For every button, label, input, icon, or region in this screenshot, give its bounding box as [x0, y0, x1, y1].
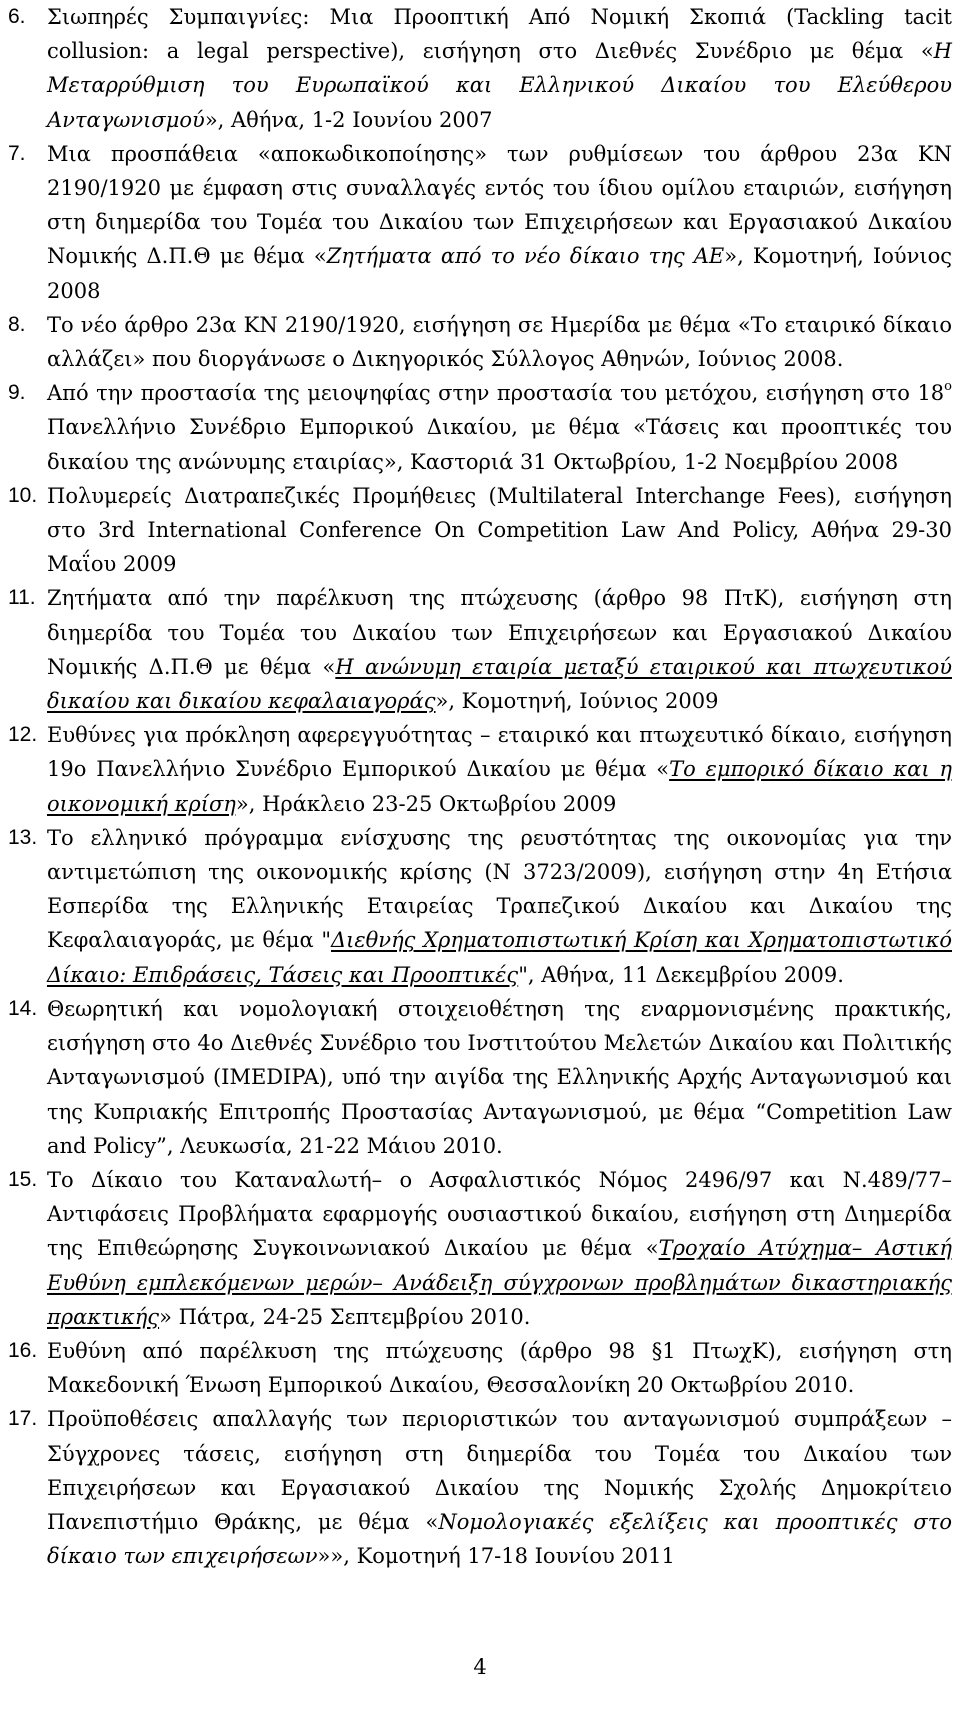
item-number: 6.: [8, 5, 26, 28]
item-number: 11.: [8, 586, 36, 610]
item-text: [47, 308, 952, 376]
item-number: 10.: [8, 483, 38, 507]
item-text: [47, 0, 952, 137]
emphasized-text: Η ανώνυμη εταιρία μεταξύ εταιρικού και πτωχευτικού δικαίου και δικαίου κεφαλαιαγοράς: [47, 654, 952, 714]
document-body: [8, 0, 952, 1573]
text-run: Πανελλήνιο Συνέδριο Εμπορικού Δικαίου, με θέμα «Τάσεις και προοπτικές του δικαίου της ανώνυμης εταιρίας», Καστοριά 31 Οκτωβρίου, 1-2 Νοεμβρίου 2008: [47, 415, 952, 474]
emphasized-text: Ζητήματα από το νέο δίκαιο της ΑΕ: [326, 244, 725, 269]
presentations-list: [8, 0, 952, 1573]
text-run: Προϋποθέσεις απαλλαγής των περιοριστικών του ανταγωνισμού συμπράξεων – Σύγχρονες τάσεις, εισήγηση στη διημερίδα του Τομέα του Δικαίου των Επιχειρήσεων και Εργασιακού Δικαίου της Νομικής Σχολής Δημοκρίτειο Πανεπιστήμιο Θράκης, με θέμα «: [47, 1407, 952, 1534]
item-text: [47, 376, 952, 479]
text-run: Πολυμερείς Διατραπεζικές Προμήθειες (Multilateral Interchange Fees), εισήγηση στο 3rd International Conference On Competition Law And Policy, Αθήνα 29-30 Μαΐου 2009: [47, 483, 952, 577]
item-number: 13.: [8, 825, 38, 849]
text-run: », Αθήνα, 1-2 Ιουνίου 2007: [204, 107, 493, 132]
text-run: Το ελληνικό πρόγραμμα ενίσχυσης της ρευστότητας της οικονομίας για την αντιμετώπιση της οικονομικής κρίσης (Ν 3723/2009), εισήγηση στην 4η Ετήσια Εσπερίδα της Ελληνικής Εταιρείας Τραπεζικού Δικαίου και Δικαίου της Κεφαλαιαγοράς, με θέμα ": [47, 825, 952, 953]
item-text: [47, 581, 952, 718]
text-run: » Πάτρα, 24-25 Σεπτεμβρίου 2010.: [159, 1304, 531, 1329]
text-run: Θεωρητική και νομολογιακή στοιχειοθέτηση της εναρμονισμένης πρακτικής, εισήγηση στο 4ο Διεθνές Συνέδριο του Ινστιτούτου Μελετών Δικαίου και Πολιτικής Ανταγωνισμού (IMEDIPA), υπό την αιγίδα της Ελληνικής Αρχής Ανταγωνισμού και της Κυπριακής Επιτροπής Προστασίας Ανταγωνισμού, με θέμα “Competition Law and Policy”, Λευκωσία, 21-22 Μάιου 2010.: [47, 996, 952, 1158]
item-text: [47, 1163, 952, 1334]
item-text: [47, 718, 952, 821]
text-run: Το Δίκαιο του Καταναλωτή– ο Ασφαλιστικός Νόμος 2496/97 και Ν.489/77– Αντιφάσεις Προβλήματα εφαρμογής ουσιαστικού δικαίου, εισήγηση στη Διημερίδα της Επιθεώρησης Συγκοινωνιακού Δικαίου με θέμα «: [47, 1167, 952, 1261]
text-run: Ευθύνες για πρόκληση αφερεγγυότητας – εταιρικό και πτωχευτικό δίκαιο, εισήγηση 19ο Πανελλήνιο Συνέδριο Εμπορικού Δικαίου με θέμα «: [47, 723, 952, 782]
list-item: [8, 1334, 952, 1402]
list-item: [8, 992, 952, 1163]
text-run: », Ηράκλειο 23-25 Οκτωβρίου 2009: [235, 791, 617, 816]
item-number: 9.: [8, 381, 26, 405]
emphasized-text: Τροχαίο Ατύχημα– Αστική Ευθύνη εμπλεκόμενων μερών– Ανάδειξη σύγχρονων προβλημάτων δικαστηριακής πρακτικής: [47, 1236, 952, 1329]
item-text: [47, 479, 952, 582]
emphasized-text: Το εμπορικό δίκαιο και η οικονομική κρίση: [47, 757, 953, 816]
text-run: Ζητήματα από την παρέλκυση της πτώχευσης (άρθρο 98 ΠτΚ), εισήγηση στη διημερίδα του Τομέα του Δικαίου των Επιχειρήσεων και Εργασιακού Δικαίου Νομικής Δ.Π.Θ με θέμα «: [47, 586, 952, 679]
text-run: ", Αθήνα, 11 Δεκεμβρίου 2009.: [518, 962, 844, 987]
item-number: 17.: [8, 1407, 38, 1431]
text-run: », Κομοτηνή, Ιούνιος 2008: [47, 244, 953, 303]
list-item: [8, 308, 952, 376]
text-run: Σιωπηρές Συμπαιγνίες: Μια Προοπτική Από Νομική Σκοπιά (Tackling tacit collusion: a legal perspective), εισήγηση στο Διεθνές Συνέδριο με θέμα «: [47, 5, 952, 64]
item-number: 7.: [8, 141, 26, 165]
list-item: [8, 581, 952, 718]
emphasized-text: Η Μεταρρύθμιση του Ευρωπαϊκού και Ελληνικού Δικαίου του Ελεύθερου Ανταγωνισμού: [47, 39, 952, 132]
list-item: [8, 718, 952, 821]
text-run: Μια προσπάθεια «αποκωδικοποίησης» των ρυθμίσεων του άρθρου 23α ΚΝ 2190/1920 με έμφαση στις συναλλαγές εντός του ίδιου ομίλου εταιριών, εισήγηση στη διημερίδα του Τομέα του Δικαίου των Επιχειρήσεων και Εργασιακού Δικαίου Νομικής Δ.Π.Θ με θέμα «: [47, 141, 952, 269]
item-number: 12.: [8, 723, 38, 747]
item-text: [47, 1334, 952, 1402]
list-item: [8, 1163, 952, 1334]
emphasized-text: Διεθνής Χρηματοπιστωτική Κρίση και Χρηματοπιστωτικό Δίκαιο: Επιδράσεις, Τάσεις και Προοπτικές: [47, 928, 952, 987]
item-text: [47, 137, 952, 308]
text-run: Το νέο άρθρο 23α ΚΝ 2190/1920, εισήγηση σε Ημερίδα με θέμα «Το εταιρικό δίκαιο αλλάζει» που διοργάνωσε ο Δικηγορικός Σύλλογος Αθηνών, Ιούνιος 2008.: [47, 312, 952, 372]
text-run: »», Κομοτηνή 17-18 Ιουνίου 2011: [317, 1544, 675, 1569]
text-run: Ευθύνη από παρέλκυση της πτώχευσης (άρθρο 98 §1 ΠτωχΚ), εισήγηση στη Μακεδονική Ένωση Εμπορικού Δικαίου, Θεσσαλονίκη 20 Οκτωβρίου 2010.: [47, 1338, 952, 1398]
item-number: 15.: [8, 1167, 38, 1191]
item-text: [47, 1402, 952, 1573]
list-item: [8, 479, 952, 582]
emphasized-text: Νομολογιακές εξελίξεις και προοπτικές στο δίκαιο των επιχειρήσεων: [47, 1509, 952, 1569]
item-text: [47, 821, 952, 992]
item-number: 14.: [8, 996, 38, 1020]
text-run: Από την προστασία της μειοψηφίας στην προστασία του μετόχου, εισήγηση στο 18: [47, 381, 945, 406]
list-item: [8, 376, 952, 479]
item-number: 8.: [8, 312, 26, 336]
text-run: », Κομοτηνή, Ιούνιος 2009: [435, 689, 719, 714]
page-number: 4: [473, 1655, 487, 1679]
list-item: [8, 137, 952, 308]
item-text: [47, 992, 952, 1163]
list-item: [8, 1402, 952, 1573]
superscript-text: ο: [944, 379, 952, 395]
list-item: [8, 821, 952, 992]
list-item: [8, 0, 952, 137]
item-number: 16.: [8, 1338, 38, 1362]
